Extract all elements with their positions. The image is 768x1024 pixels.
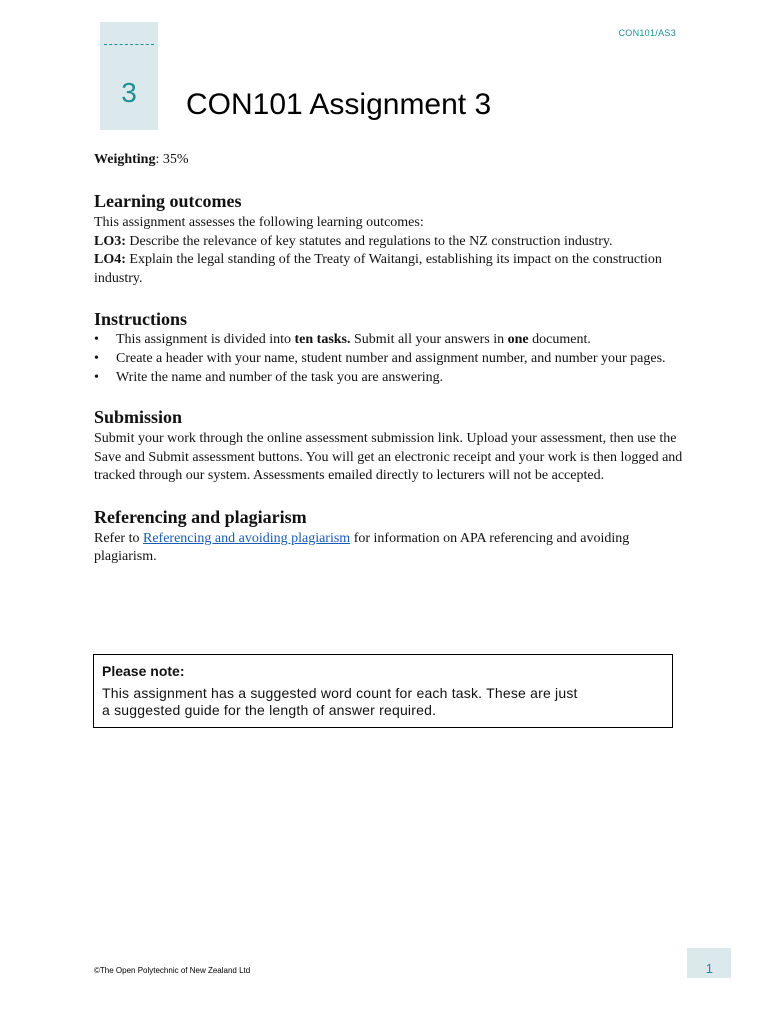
page-title: CON101 Assignment 3 [186,88,492,121]
learning-outcome-lo4 [94,251,684,288]
note-box [93,654,673,728]
header-code: CON101/AS3 [618,28,676,38]
lo4-text: Explain the legal standing of the Treaty of Waitangi, establishing its impact on the construction industry. [94,252,662,286]
list-item [94,370,684,386]
instructions-heading: Instructions [94,309,188,329]
assignment-number: 3 [121,77,137,108]
instruction-text-c: Submit all your answers in [350,332,508,347]
lo4-code: LO4: [94,252,126,267]
learning-outcomes-section [94,190,684,288]
instructions-list [94,332,684,386]
referencing-pre: Refer to [94,530,143,546]
submission-heading: Submission [94,407,183,427]
document-body [94,152,684,587]
instruction-text: Write the name and number of the task you are answering. [116,370,444,385]
submission-text: Submit your work through the online assessment submission link. Upload your assessment, then use the Save and Submit assessment buttons. You will get an electronic receipt and your work is then logged and tracked through our system. Assessments emailed directly to lecturers will not be accepted. [94,431,683,483]
instructions-section [94,308,684,386]
lo3-code: LO3: [94,233,126,249]
weighting-value: : 35% [155,152,189,167]
note-line-2: a suggested guide for the length of answer required. [102,702,437,718]
assignment-number-box [100,22,158,130]
instruction-text-d: one [507,332,529,347]
note-title: Please note: [102,663,185,679]
instruction-text: Create a header with your name, student number and assignment number, and number your pages. [116,351,666,366]
weighting-line [94,152,684,168]
bullet-icon: • [94,351,99,366]
referencing-post: for information on APA referencing and avoiding plagiarism. [94,530,630,564]
instruction-text-a: This assignment is divided into [116,332,295,347]
note-line-1: This assignment has a suggested word count for each task. These are just [102,685,578,701]
footer-copyright: ©The Open Polytechnic of New Zealand Ltd [94,966,251,975]
page-number-box [687,948,731,978]
bullet-icon: • [94,332,99,347]
learning-outcomes-intro: This assignment assesses the following learning outcomes: [94,215,424,230]
learning-outcomes-heading: Learning outcomes [94,191,242,211]
referencing-link[interactable]: Referencing and avoiding plagiarism [142,530,351,546]
bullet-icon: • [94,370,99,385]
learning-outcome-lo3 [94,233,684,252]
referencing-heading: Referencing and plagiarism [94,506,307,527]
referencing-section [94,506,684,567]
instruction-text-e: document. [528,332,591,347]
page-number: 1 [705,961,713,976]
weighting-label: Weighting [94,152,156,167]
note-text [102,685,664,719]
dashed-divider [104,44,154,45]
lo3-text: Describe the relevance of key statutes and regulations to the NZ construction industry. [125,233,613,249]
list-item [94,332,684,348]
list-item [94,351,684,367]
submission-section [94,406,684,486]
instruction-text-b: ten tasks. [294,332,351,347]
referencing-text [94,530,684,567]
